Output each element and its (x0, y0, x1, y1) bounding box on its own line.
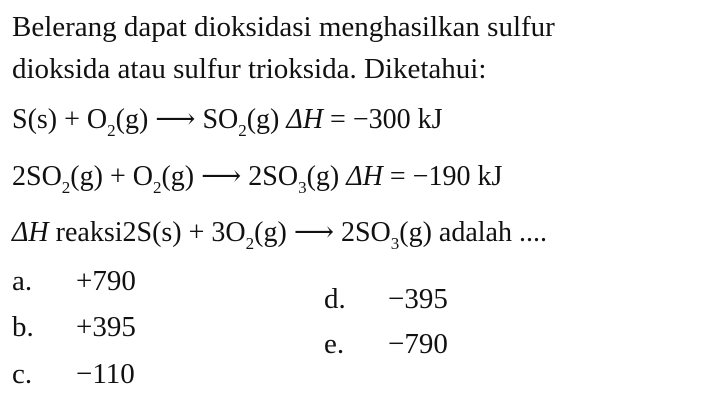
eq1-delta-h-value: = −300 kJ (330, 104, 443, 135)
question-intro-line-2: dioksida atau sulfur trioksida. Diketahui: (12, 53, 487, 85)
question-intro-line-1: Belerang dapat dioksidasi menghasilkan sulfur (12, 11, 555, 43)
option-c-letter: c. (12, 358, 33, 390)
option-d-value: −395 (388, 283, 448, 315)
option-a-letter: a. (12, 265, 33, 297)
eq1-delta-h: ΔH (286, 104, 324, 135)
equation-1 (12, 103, 443, 140)
eq3-prefix: reaksi (55, 217, 123, 248)
eq3-product-subscript: 3 (390, 234, 400, 253)
eq1-product: SO (202, 104, 239, 135)
eq1-product-subscript: 2 (238, 121, 247, 140)
eq2-o2-subscript: 2 (152, 178, 162, 197)
eq1-product-state: (g) (246, 104, 280, 135)
eq2-reactant-state: (g) + O (70, 161, 153, 192)
option-c[interactable] (12, 357, 135, 391)
option-e-value: −790 (388, 328, 448, 360)
option-a[interactable] (12, 264, 136, 298)
eq2-product: 2SO (248, 161, 299, 192)
eq2-product-state: (g) (306, 161, 340, 192)
eq2-delta-h-value: = −190 kJ (389, 161, 503, 192)
option-e[interactable] (324, 327, 448, 361)
eq3-suffix: adalah .... (438, 217, 547, 248)
option-b-value: +395 (76, 311, 136, 343)
option-b[interactable] (12, 310, 136, 344)
eq1-arrow: ⟶ (155, 104, 196, 135)
eq3-arrow: ⟶ (293, 217, 334, 248)
equation-2 (12, 160, 503, 197)
eq3-product-state: (g) (399, 217, 432, 248)
eq3-reactant: 2S(s) + 3O (122, 217, 246, 248)
eq3-o2-subscript: 2 (245, 234, 255, 253)
option-e-letter: e. (324, 328, 345, 360)
option-c-value: −110 (76, 358, 135, 390)
eq3-product: 2SO (340, 217, 391, 248)
eq3-delta-h: ΔH (12, 217, 49, 248)
eq2-product-subscript: 3 (298, 178, 307, 197)
eq2-delta-h: ΔH (346, 161, 383, 192)
option-b-letter: b. (12, 311, 34, 343)
option-a-value: +790 (76, 265, 136, 297)
eq2-o2-state: (g) (161, 161, 195, 192)
eq1-reactant-state: (g) (115, 104, 149, 135)
eq2-arrow: ⟶ (201, 161, 242, 192)
option-d[interactable] (324, 282, 448, 316)
eq2-reactant: 2SO (12, 161, 62, 192)
eq1-reactant: S(s) + O (12, 104, 108, 135)
eq1-o2-subscript: 2 (107, 121, 116, 140)
eq3-o2-state: (g) (254, 217, 287, 248)
question-prompt (12, 216, 547, 253)
eq2-reactant-subscript: 2 (61, 178, 71, 197)
option-d-letter: d. (324, 283, 346, 315)
